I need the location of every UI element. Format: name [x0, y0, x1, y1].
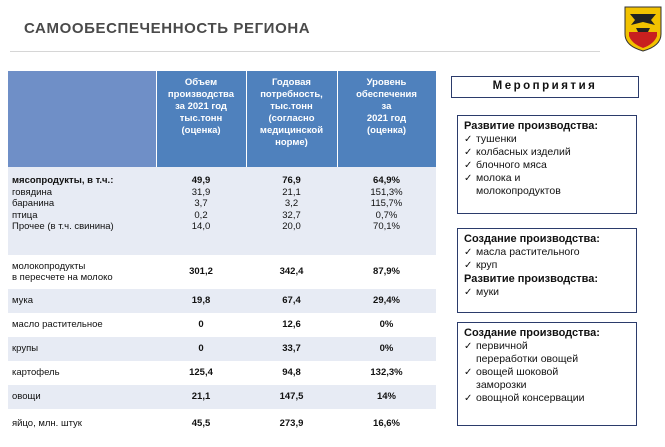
- meat-production: 49,9 31,9 3,7 0,2 14,0: [156, 167, 246, 255]
- row-demand: 33,7: [246, 337, 337, 361]
- box-title: Развитие производства:: [464, 120, 599, 132]
- list-item-continuation: заморозки: [476, 379, 527, 391]
- row-level: 87,9%: [337, 255, 436, 289]
- table-header-row: [8, 71, 436, 167]
- list-item: ✓ овощной консервации: [464, 392, 585, 404]
- list-item: ✓ первичной: [464, 340, 528, 352]
- row-production: 301,2: [156, 255, 246, 289]
- header-level: Уровень обеспечения за 2021 год (оценка): [337, 71, 436, 167]
- list-item: ✓ масла растительного: [464, 246, 580, 258]
- row-level: 29,4%: [337, 289, 436, 313]
- checkmark-icon: ✓: [464, 173, 473, 184]
- list-item: ✓ овощей шоковой: [464, 366, 559, 378]
- row-label: масло растительное: [8, 313, 156, 337]
- checkmark-icon: ✓: [464, 147, 473, 158]
- checkmark-icon: ✓: [464, 393, 473, 404]
- row-label: мука: [8, 289, 156, 313]
- table-row: [8, 313, 436, 337]
- header-production: Объем производства за 2021 год тыс.тонн (оценка): [156, 71, 246, 167]
- title-divider: [10, 51, 600, 52]
- list-item: ✓ колбасных изделий: [464, 146, 571, 158]
- row-level: 16,6%: [337, 409, 436, 439]
- checkmark-icon: ✓: [464, 247, 473, 258]
- row-production: 0: [156, 313, 246, 337]
- list-item: ✓ круп: [464, 259, 498, 271]
- checkmark-icon: ✓: [464, 260, 473, 271]
- table-row: [8, 337, 436, 361]
- measures-heading: Мероприятия: [451, 76, 639, 98]
- row-level: 0%: [337, 313, 436, 337]
- checkmark-icon: ✓: [464, 287, 473, 298]
- header-product: [8, 71, 156, 167]
- row-production: 19,8: [156, 289, 246, 313]
- measures-box-development: [457, 115, 637, 214]
- checkmark-icon: ✓: [464, 341, 473, 352]
- row-level: 14%: [337, 385, 436, 409]
- row-demand: 12,6: [246, 313, 337, 337]
- list-item: ✓ молока и: [464, 172, 521, 184]
- row-label: яйцо, млн. штук: [8, 409, 156, 439]
- row-production: 0: [156, 337, 246, 361]
- box-subtitle: Развитие производства:: [464, 273, 599, 285]
- meat-level: 64,9% 151,3% 115,7% 0,7% 70,1%: [337, 167, 436, 255]
- header-demand: Годовая потребность, тыс.тонн (согласно медицинской норме): [246, 71, 337, 167]
- list-item: ✓ блочного мяса: [464, 159, 547, 171]
- page-title: САМООБЕСПЕЧЕННОСТЬ РЕГИОНА: [24, 20, 311, 37]
- row-production: 21,1: [156, 385, 246, 409]
- meat-labels: мясопродукты, в т.ч.: говядина баранина птица Прочее (в т.ч. свинина): [8, 167, 156, 255]
- table-row: [8, 361, 436, 385]
- row-label: крупы: [8, 337, 156, 361]
- row-demand: 147,5: [246, 385, 337, 409]
- row-label: картофель: [8, 361, 156, 385]
- list-item: ✓ тушенки: [464, 133, 517, 145]
- measures-box-vegetables: [457, 322, 637, 426]
- table-row: [8, 255, 436, 289]
- box-title: Создание производства:: [464, 327, 600, 339]
- table-row: [8, 409, 436, 439]
- row-level: 0%: [337, 337, 436, 361]
- checkmark-icon: ✓: [464, 134, 473, 145]
- row-demand: 273,9: [246, 409, 337, 439]
- table-row-meat: [8, 167, 436, 255]
- measures-box-creation: [457, 228, 637, 313]
- row-label: овощи: [8, 385, 156, 409]
- row-demand: 342,4: [246, 255, 337, 289]
- list-item: ✓ муки: [464, 286, 500, 298]
- checkmark-icon: ✓: [464, 367, 473, 378]
- row-production: 125,4: [156, 361, 246, 385]
- list-item-continuation: молокопродуктов: [476, 185, 561, 197]
- box-title: Создание производства:: [464, 233, 600, 245]
- table-row: [8, 289, 436, 313]
- checkmark-icon: ✓: [464, 160, 473, 171]
- row-label: молокопродукты в пересчете на молоко: [8, 255, 156, 289]
- list-item-continuation: переработки овощей: [476, 353, 579, 365]
- row-demand: 94,8: [246, 361, 337, 385]
- row-production: 45,5: [156, 409, 246, 439]
- meat-demand: 76,9 21,1 3,2 32,7 20,0: [246, 167, 337, 255]
- regional-coat-of-arms-icon: [624, 6, 662, 52]
- table-row: [8, 385, 436, 409]
- row-level: 132,3%: [337, 361, 436, 385]
- self-sufficiency-table: [8, 71, 437, 439]
- row-demand: 67,4: [246, 289, 337, 313]
